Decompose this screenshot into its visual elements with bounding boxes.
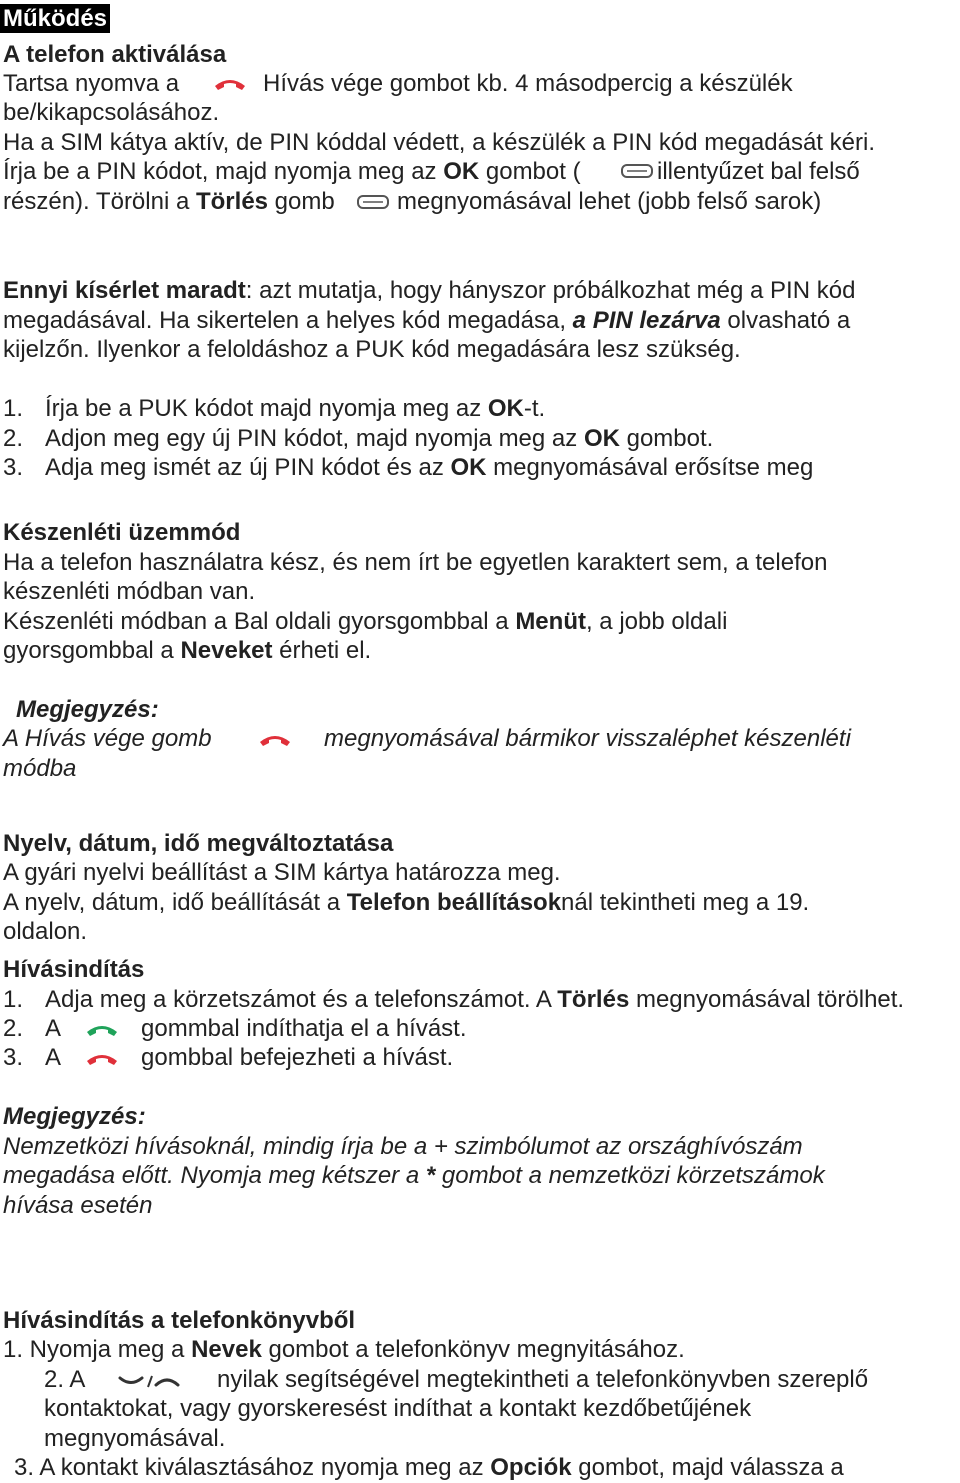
phonebook-heading: Hívásindítás a telefonkönyvből bbox=[3, 1307, 356, 1334]
calling-step-3b: gombbal befejezheti a hívást. bbox=[141, 1044, 454, 1071]
end-call-icon bbox=[84, 1051, 120, 1067]
start-call-icon bbox=[84, 1022, 120, 1038]
activate-heading: A telefon aktiválása bbox=[3, 41, 227, 68]
standby-line-3: Készenléti módban a Bal oldali gyorsgombbal a Menüt, a jobb oldali bbox=[3, 608, 728, 635]
calling-step-1: 1. Adja meg a körzetszámot és a telefonszámot. A Törlés megnyomásával törölhet. bbox=[3, 986, 905, 1013]
activate-line-1: Tartsa nyomva a bbox=[3, 70, 180, 97]
phonebook-step-2c: kontaktokat, vagy gyorskeresést indíthat a kontakt kezdőbetűjének bbox=[44, 1395, 752, 1422]
standby-line-2: készenléti módban van. bbox=[3, 578, 256, 605]
activate-line-5: részén). Törölni a Törlés gomb bbox=[3, 188, 335, 215]
activate-line-5b: megnyomásával lehet (jobb felső sarok) bbox=[397, 188, 822, 215]
arrow-keys-icon bbox=[118, 1373, 180, 1389]
calling-note-line-2: megadása előtt. Nyomja meg kétszer a * gombot a nemzetközi körzetszámok bbox=[3, 1162, 825, 1189]
calling-note-line-1: Nemzetközi hívásoknál, mindig írja be a + szimbólumot az országhívószám bbox=[3, 1133, 803, 1160]
calling-step-3: 3. A bbox=[3, 1044, 62, 1071]
phonebook-step-3: 3. A kontakt kiválasztásához nyomja meg az Opciók gombot, majd válassza a bbox=[14, 1454, 844, 1481]
calling-note-heading: Megjegyzés: bbox=[3, 1103, 146, 1130]
softkey-icon bbox=[620, 163, 654, 179]
section-title: Működés bbox=[0, 4, 110, 33]
attempts-line-3: kijelzőn. Ilyenkor a feloldáshoz a PUK kód megadására lesz szükség. bbox=[3, 336, 741, 363]
standby-heading: Készenléti üzemmód bbox=[3, 519, 241, 546]
calling-step-2b: gommbal indíthatja el a hívást. bbox=[141, 1015, 467, 1042]
calling-step-2: 2. A bbox=[3, 1015, 62, 1042]
calling-note-line-3: hívása esetén bbox=[3, 1192, 153, 1219]
standby-line-1: Ha a telefon használatra kész, és nem írt be egyetlen karaktert sem, a telefon bbox=[3, 549, 828, 576]
calling-heading: Hívásindítás bbox=[3, 956, 145, 983]
standby-note-heading: Megjegyzés: bbox=[16, 696, 159, 723]
puk-step-2: 2. Adjon meg egy új PIN kódot, majd nyomja meg az OK gombot. bbox=[3, 425, 714, 452]
activate-line-4: Írja be a PIN kódot, majd nyomja meg az OK gombot ( bbox=[3, 158, 581, 185]
puk-step-1: 1. Írja be a PUK kódot majd nyomja meg az OK-t. bbox=[3, 395, 546, 422]
phonebook-step-1: 1. Nyomja meg a Nevek gombot a telefonkönyv megnyitásához. bbox=[3, 1336, 685, 1363]
phonebook-step-2d: megnyomásával. bbox=[44, 1425, 226, 1452]
end-call-icon bbox=[257, 732, 293, 748]
standby-note-line-1a: A Hívás vége gomb bbox=[3, 725, 212, 752]
softkey-icon bbox=[356, 194, 390, 210]
attempts-line-2: megadásával. Ha sikertelen a helyes kód megadása, a PIN lezárva olvasható a bbox=[3, 307, 851, 334]
end-call-icon bbox=[212, 76, 248, 92]
language-heading: Nyelv, dátum, idő megváltoztatása bbox=[3, 830, 394, 857]
attempts-line-1: Ennyi kísérlet maradt: azt mutatja, hogy hányszor próbálkozhat még a PIN kód bbox=[3, 277, 856, 304]
language-line-1: A gyári nyelvi beállítást a SIM kártya határozza meg. bbox=[3, 859, 561, 886]
language-line-2: A nyelv, dátum, idő beállítását a Telefon beállításoknál tekintheti meg a 19. bbox=[3, 889, 810, 916]
language-line-3: oldalon. bbox=[3, 918, 88, 945]
standby-note-line-1b: megnyomásával bármikor visszaléphet készenléti bbox=[324, 725, 851, 752]
standby-note-line-2: módba bbox=[3, 755, 77, 782]
phonebook-step-2b: nyilak segítségével megtekintheti a telefonkönyvben szereplő bbox=[217, 1366, 869, 1393]
puk-step-3: 3. Adja meg ismét az új PIN kódot és az OK megnyomásával erősítse meg bbox=[3, 454, 814, 481]
activate-line-1b: Hívás vége gombot kb. 4 másodpercig a készülék bbox=[263, 70, 793, 97]
activate-line-3: Ha a SIM kátya aktív, de PIN kóddal védett, a készülék a PIN kód megadását kéri. bbox=[3, 129, 875, 156]
activate-line-4b: illentyűzet bal felső bbox=[657, 158, 860, 185]
activate-line-2: be/kikapcsolásához. bbox=[3, 99, 220, 126]
phonebook-step-2: 2. A bbox=[44, 1366, 86, 1393]
standby-line-4: gyorsgombbal a Neveket érheti el. bbox=[3, 637, 372, 664]
